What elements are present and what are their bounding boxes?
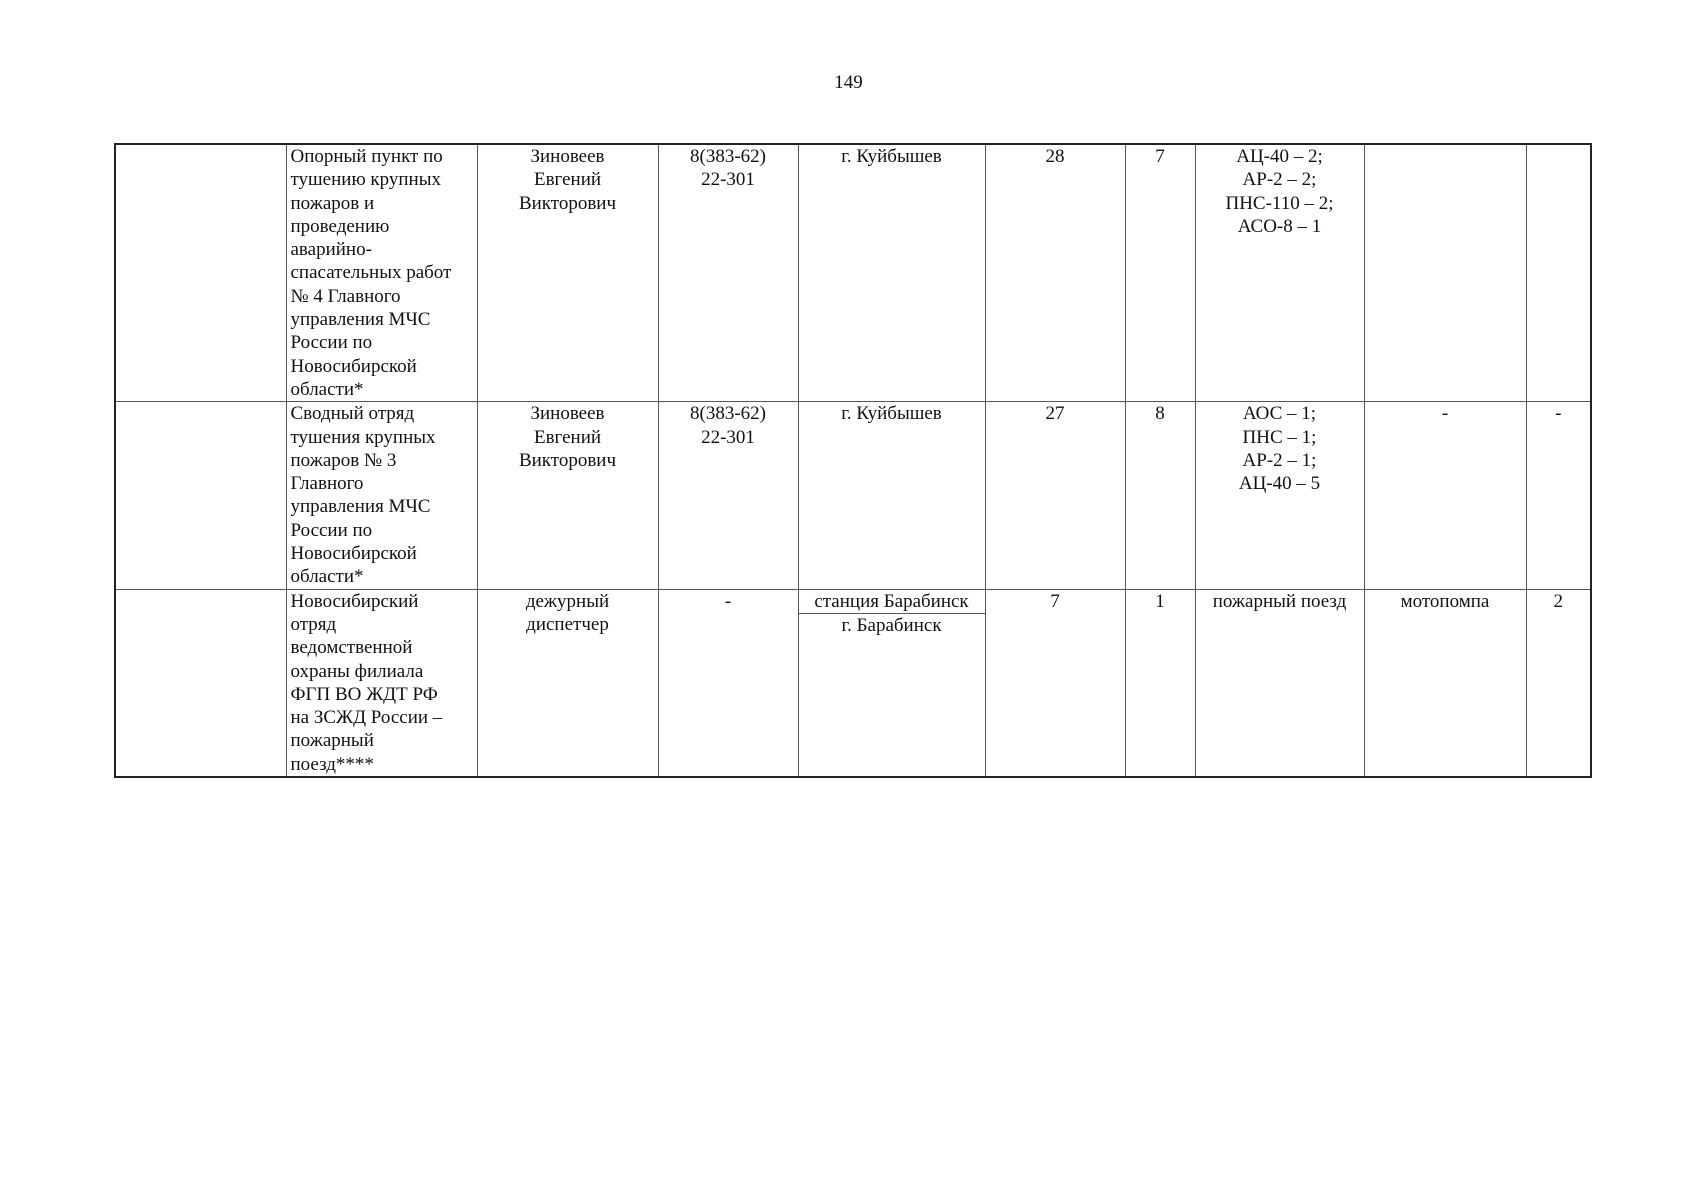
unit-name-cell: Сводный отряд тушения крупных пожаров № 3 Главного управления МЧС России по Новосибирской области*	[286, 402, 477, 589]
table-row	[115, 589, 1591, 777]
equipment-cell: АОС – 1; ПНС – 1; АР-2 – 1; АЦ-40 – 5	[1195, 402, 1364, 589]
location-cell: г. Куйбышев	[798, 402, 985, 589]
region-cell	[115, 402, 286, 589]
personnel-cell: 28	[985, 144, 1125, 402]
table-row	[115, 402, 1591, 589]
extra-equipment-cell	[1364, 144, 1526, 402]
page-number: 149	[834, 72, 863, 93]
personnel-cell: 7	[985, 589, 1125, 777]
units-cell: 8	[1125, 402, 1195, 589]
unit-name-cell: Новосибирский отряд ведомственной охраны филиала ФГП ВО ЖДТ РФ на ЗСЖД России – пожарный поезд****	[286, 589, 477, 777]
extra-count-cell: 2	[1526, 589, 1591, 777]
location-station: станция Барабинск	[799, 590, 985, 614]
equipment-cell: АЦ-40 – 2; АР-2 – 2; ПНС-110 – 2; АСО-8 – 1	[1195, 144, 1364, 402]
equipment-cell: пожарный поезд	[1195, 589, 1364, 777]
personnel-cell: 27	[985, 402, 1125, 589]
extra-equipment-cell: -	[1364, 402, 1526, 589]
units-cell: 1	[1125, 589, 1195, 777]
location-town: г. Барабинск	[841, 614, 942, 636]
table-row	[115, 144, 1591, 402]
extra-equipment-cell: мотопомпа	[1364, 589, 1526, 777]
head-cell: Зиновеев Евгений Викторович	[477, 144, 658, 402]
location-cell	[798, 589, 985, 777]
unit-name-cell: Опорный пункт по тушению крупных пожаров и проведению аварийно- спасательных работ № 4 Главного управления МЧС России по Новосибирской области*	[286, 144, 477, 402]
phone-cell: -	[658, 589, 798, 777]
head-cell: Зиновеев Евгений Викторович	[477, 402, 658, 589]
extra-count-cell	[1526, 144, 1591, 402]
head-cell: дежурный диспетчер	[477, 589, 658, 777]
region-cell	[115, 144, 286, 402]
units-cell: 7	[1125, 144, 1195, 402]
units-table	[114, 143, 1592, 778]
extra-count-cell: -	[1526, 402, 1591, 589]
location-cell: г. Куйбышев	[798, 144, 985, 402]
phone-cell: 8(383-62) 22-301	[658, 402, 798, 589]
region-cell	[115, 589, 286, 777]
phone-cell: 8(383-62) 22-301	[658, 144, 798, 402]
